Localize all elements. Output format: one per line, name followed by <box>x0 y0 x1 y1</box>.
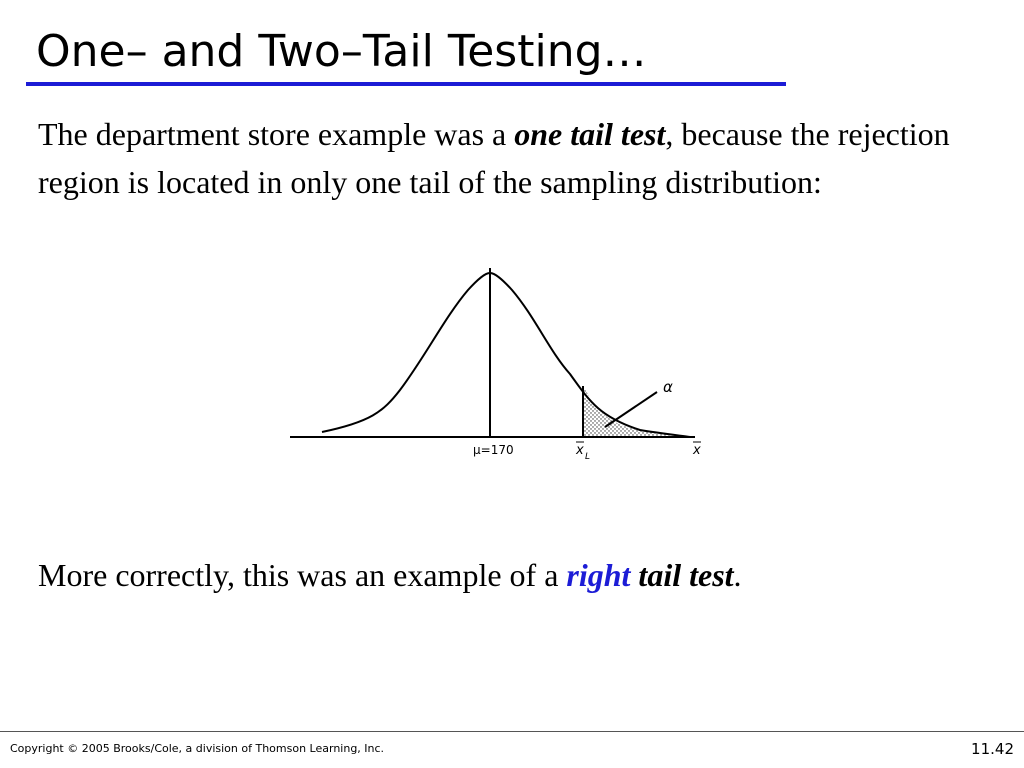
page-number: 11.42 <box>971 740 1014 758</box>
sampling-distribution-figure <box>280 262 720 472</box>
critical-value-subscript: L <box>585 452 591 462</box>
title-underline <box>26 82 786 86</box>
slide-title: One– and Two–Tail Testing… <box>36 26 647 77</box>
mu-label: μ=170 <box>473 443 514 457</box>
axis-label: x <box>693 443 701 458</box>
conclusion-text-before: More correctly, this was an example of a <box>38 557 567 593</box>
one-tail-test-emphasis: one tail test <box>514 116 666 152</box>
copyright-notice: Copyright © 2005 Brooks/Cole, a division of Thomson Learning, Inc. <box>10 742 385 755</box>
right-emphasis: right <box>566 557 631 593</box>
footer-divider <box>0 731 1024 732</box>
tail-test-emphasis: tail test <box>630 557 734 593</box>
intro-text-after: , because the rejection region is located in only one tail of the sampling distribution: <box>38 116 950 200</box>
alpha-pointer <box>605 392 657 427</box>
intro-paragraph <box>38 110 998 206</box>
intro-text-before: The department store example was a <box>38 116 515 152</box>
conclusion-paragraph <box>38 551 742 599</box>
alpha-label: α <box>663 378 673 396</box>
conclusion-text-after: . <box>733 557 742 593</box>
normal-curve <box>322 273 690 437</box>
critical-value-label: x <box>576 443 584 458</box>
